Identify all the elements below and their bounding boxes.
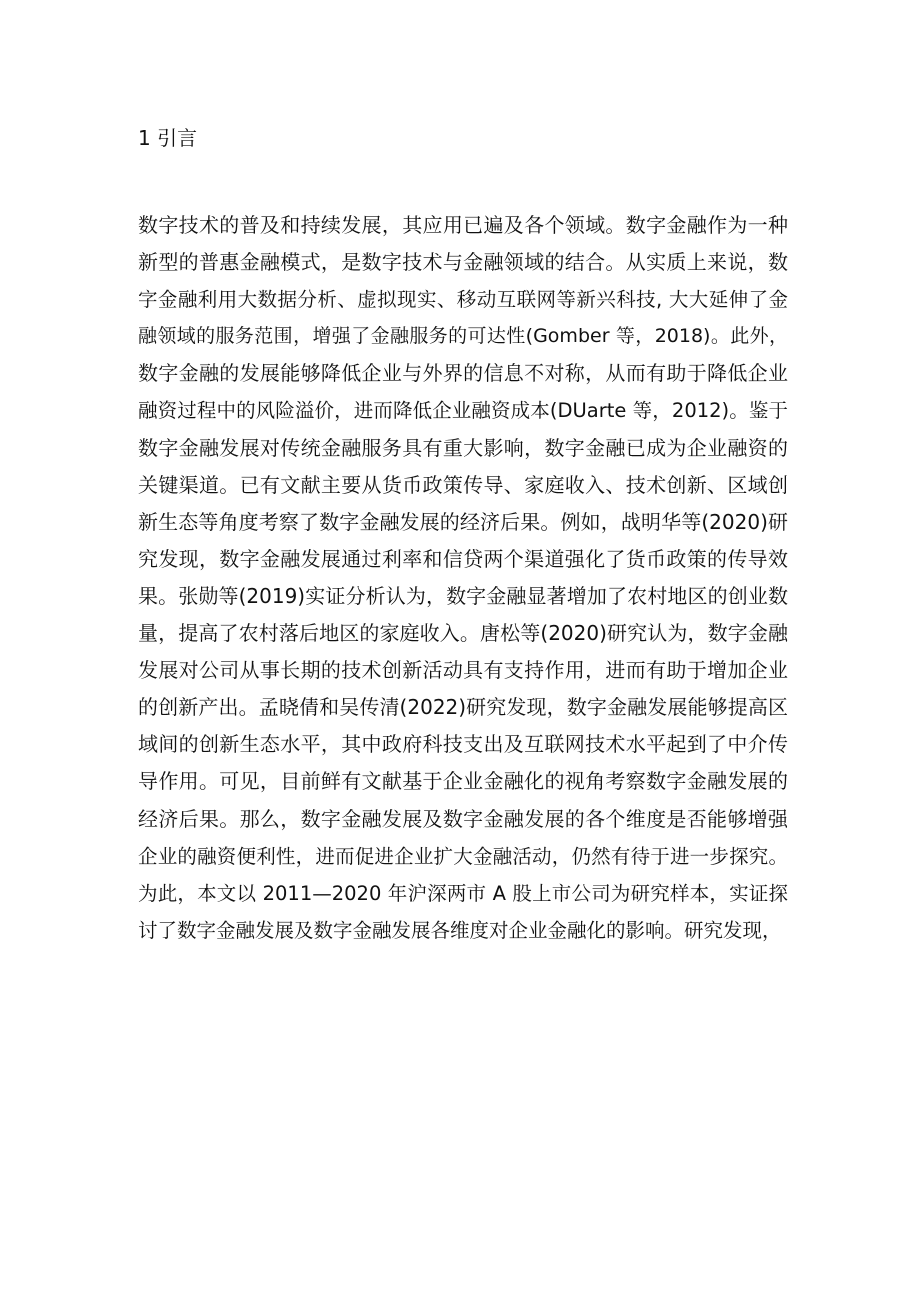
paragraph-line: 融资过程中的风险溢价，进而降低企业融资成本(DUarte 等，2012)。鉴于 [138, 399, 788, 423]
paragraph-line: 企业的融资便利性，进而促进企业扩大金融活动，仍然有待于进一步探究。 [138, 844, 788, 868]
section-heading: 1 引言 [138, 126, 198, 150]
paragraph-line: 导作用。可见，目前鲜有文献基于企业金融化的视角考察数字金融发展的 [138, 769, 788, 794]
paragraph-line: 关键渠道。已有文献主要从货币政策传导、家庭收入、技术创新、区域创 [138, 472, 788, 497]
paragraph-line: 究发现，数字金融发展通过利率和信贷两个渠道强化了货币政策的传导效 [138, 546, 788, 571]
paragraph-line: 的创新产出。孟晓倩和吴传清(2022)研究发现，数字金融发展能够提高区 [138, 695, 788, 720]
paragraph-line: 量，提高了农村落后地区的家庭收入。唐松等(2020)研究认为，数字金融 [138, 621, 788, 646]
paragraph-line: 经济后果。那么，数字金融发展及数字金融发展的各个维度是否能够增强 [138, 806, 788, 831]
paragraph-line: 数字金融发展对传统金融服务具有重大影响，数字金融已成为企业融资的 [138, 435, 788, 460]
paragraph-line: 发展对公司从事长期的技术创新活动具有支持作用，进而有助于增加企业 [138, 658, 788, 683]
paragraph-line: 果。张勋等(2019)实证分析认为，数字金融显著增加了农村地区的创业数 [138, 583, 788, 608]
paragraph-line: 数字技术的普及和持续发展，其应用已遍及各个领域。数字金融作为一种 [138, 213, 788, 237]
paragraph-line: 字金融利用大数据分析、虚拟现实、移动互联网等新兴科技, 大大延伸了金 [138, 288, 788, 312]
paragraph-line: 为此，本文以 2011—2020 年沪深两市 A 股上市公司为研究样本，实证探 [138, 881, 788, 905]
paragraph-line: 数字金融的发展能够降低企业与外界的信息不对称，从而有助于降低企业 [138, 361, 788, 386]
paragraph-line: 域间的创新生态水平，其中政府科技支出及互联网技术水平起到了中介传 [138, 732, 788, 757]
paragraph-line: 新型的普惠金融模式，是数字技术与金融领域的结合。从实质上来说，数 [138, 250, 788, 275]
body-paragraph [138, 207, 788, 949]
paragraph-line: 新生态等角度考察了数字金融发展的经济后果。例如，战明华等(2020)研 [138, 509, 788, 534]
paragraph-line: 融领域的服务范围，增强了金融服务的可达性(Gomber 等，2018)。此外， [138, 325, 788, 348]
paragraph-line: 讨了数字金融发展及数字金融发展各维度对企业金融化的影响。研究发现， [138, 918, 782, 942]
